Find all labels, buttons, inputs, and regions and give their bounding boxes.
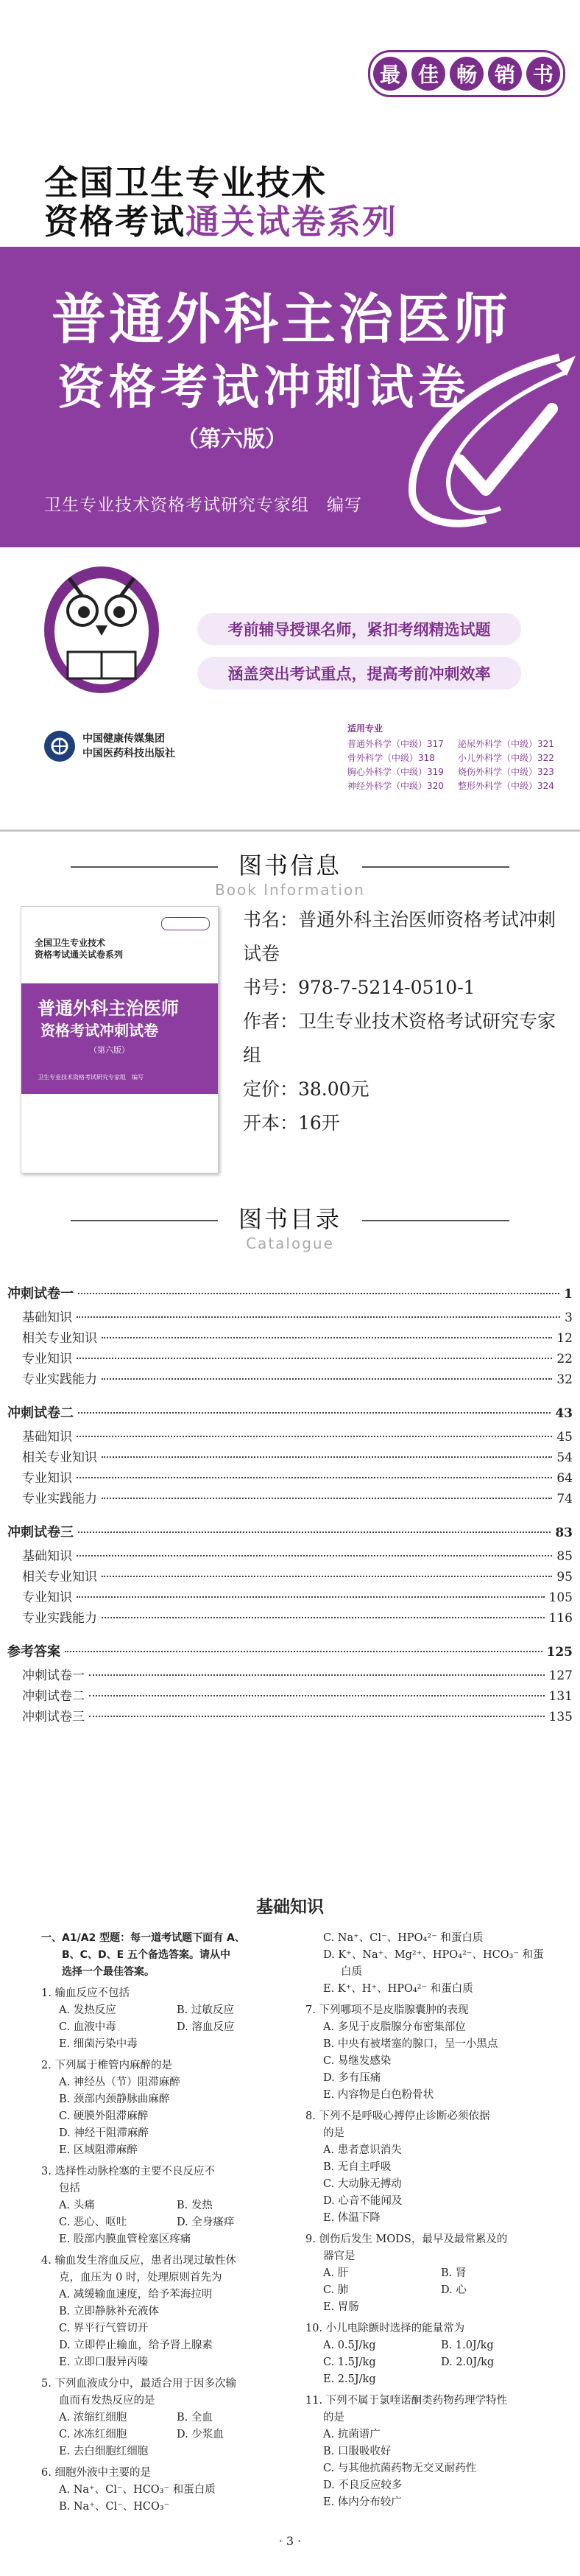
answer-options-row <box>305 2354 570 2371</box>
question-stem: 1. 输血反应不包括 <box>41 1987 130 1999</box>
answer-option: C. 血液中毒 <box>59 2021 116 2033</box>
toc-entry[interactable] <box>7 1447 573 1467</box>
toc-leader-dots <box>78 1531 551 1533</box>
answer-option: D. 心 <box>441 2284 467 2296</box>
instruction-text: 一、A1/A2 型题：每一道考试题下面有 A、 <box>41 1932 245 1944</box>
thumb-title-2: 资格考试冲刺试卷 <box>40 1022 158 1039</box>
toc-leader-dots <box>102 1576 552 1577</box>
toc-leader-dots <box>102 1378 552 1380</box>
instruction-text: 选择一个最佳答案。 <box>41 1966 155 1978</box>
toc-entry[interactable] <box>7 1587 573 1607</box>
author-line: 卫生专业技术资格考试研究专家组 编写 <box>44 496 362 515</box>
toc-page-number: 22 <box>556 1352 573 1366</box>
title-band <box>0 247 580 547</box>
answer-option: E. 体温下降 <box>323 2212 381 2224</box>
answer-option: D. 2.0J/kg <box>441 2356 495 2368</box>
answer-option: E. 股部内膜血管栓塞区疼痛 <box>59 2233 191 2245</box>
toc-entry[interactable] <box>7 1369 573 1389</box>
answer-option: A. 神经丛（节）阻滞麻醉 <box>59 2077 180 2088</box>
toc-leader-dots <box>78 1412 551 1414</box>
thumb-edition: （第六版） <box>89 1045 130 1055</box>
toc-label: 冲刺试卷一 <box>7 1286 74 1302</box>
question-stem: 6. 细胞外液中主要的是 <box>41 2467 151 2479</box>
toc-header <box>0 1201 580 1252</box>
answer-option: E. 立即口服异丙嗪 <box>59 2356 149 2368</box>
toc-page-number: 85 <box>556 1549 573 1564</box>
toc-page-number: 54 <box>556 1450 573 1465</box>
toc-page-number: 43 <box>555 1406 573 1421</box>
divider <box>0 829 580 832</box>
instruction-text: B、C、D、E 五个备选答案。请从中 <box>41 1949 231 1961</box>
major-item: 普通外科学（中级）317 <box>347 739 444 749</box>
answer-option: D. 心音不能闻及 <box>323 2195 403 2207</box>
toc-entry[interactable] <box>7 1327 573 1348</box>
question-stem-continued: 包括 <box>59 2183 80 2194</box>
toc-leader-dots <box>102 1498 552 1499</box>
major-item: 烧伤外科学（中级）323 <box>458 767 554 777</box>
toc-label: 专业实践能力 <box>22 1372 97 1387</box>
answer-option: 白质 <box>341 1966 362 1978</box>
question-stem: 7. 下列哪项不是皮脂腺囊肿的表现 <box>305 2004 469 2016</box>
toc-entry[interactable] <box>7 1607 573 1628</box>
cover-thumbnail <box>21 906 219 1173</box>
answer-option: E. 2.5J/kg <box>323 2373 376 2385</box>
answer-options-row <box>305 2337 570 2354</box>
toc-leader-dots <box>102 1337 552 1338</box>
answer-options-row <box>41 2410 306 2426</box>
major-item: 小儿外科学（中级）322 <box>458 753 554 763</box>
question-column-left <box>41 1930 306 2516</box>
answer-option: B. 无自主呼吸 <box>323 2161 392 2173</box>
answer-option: E. 内容物是白色粉骨状 <box>323 2089 434 2101</box>
answer-option: B. 立即静脉补充液体 <box>59 2306 159 2317</box>
answer-option: D. 全身瘙痒 <box>177 2217 235 2228</box>
book-info-list <box>243 903 567 1140</box>
answer-option: C. Na⁺、Cl⁻、HPO₄²⁻ 和蛋白质 <box>323 1932 484 1944</box>
toc-page-number: 95 <box>556 1570 573 1584</box>
info-format: 开本：16开 <box>243 1112 340 1134</box>
section-subtitle: Catalogue <box>246 1235 334 1252</box>
question-stem-continued: 器官是 <box>323 2250 356 2262</box>
toc-page-number: 105 <box>548 1590 573 1605</box>
question-stem: 10. 小儿电除颤时选择的能量常为 <box>305 2323 465 2334</box>
toc-part-entry[interactable] <box>7 1283 573 1307</box>
toc-spacer <box>7 1389 573 1403</box>
toc-leader-dots <box>65 1651 542 1652</box>
toc-leader-dots <box>89 1674 545 1676</box>
toc-entry[interactable] <box>7 1426 573 1447</box>
toc-label: 专业实践能力 <box>22 1492 97 1506</box>
major-item: 整形外科学（中级）324 <box>458 781 554 791</box>
answer-option: A. 浓缩红细胞 <box>59 2412 127 2424</box>
badge-char: 最 <box>373 57 407 91</box>
bestseller-badge <box>368 50 565 97</box>
toc-entry[interactable] <box>7 1348 573 1369</box>
toc-page-number: 32 <box>556 1372 573 1387</box>
toc-label: 基础知识 <box>22 1430 72 1445</box>
toc-page-number: 12 <box>556 1331 573 1346</box>
answer-option: C. 易继发感染 <box>323 2055 392 2067</box>
toc-label: 冲刺试卷三 <box>7 1525 74 1540</box>
owl-mascot-icon <box>35 549 168 703</box>
toc-leader-dots <box>77 1477 552 1478</box>
thumb-title-1: 普通外科主治医师 <box>38 997 179 1019</box>
toc-label: 相关专业知识 <box>22 1570 97 1584</box>
toc-page-number: 116 <box>548 1611 573 1626</box>
answer-option: B. 发热 <box>177 2200 213 2211</box>
table-of-contents <box>7 1283 573 1727</box>
answer-option: C. 恶心、呕吐 <box>59 2217 127 2228</box>
answer-options-row <box>305 2282 570 2299</box>
answer-option: E. 区域阻滞麻醉 <box>59 2144 138 2156</box>
applicable-majors <box>347 722 568 792</box>
toc-label: 相关专业知识 <box>22 1450 97 1465</box>
answer-option: C. 大动脉无搏动 <box>323 2178 402 2190</box>
toc-part-entry[interactable] <box>7 1641 573 1665</box>
toc-entry[interactable] <box>7 1665 573 1685</box>
answer-option: C. 硬膜外阻滞麻醉 <box>59 2110 149 2122</box>
question-stem: 5. 下列血液成分中，最适合用于因多次输 <box>41 2378 236 2390</box>
toc-page-number: 45 <box>556 1430 573 1445</box>
toc-entry[interactable] <box>7 1467 573 1488</box>
badge-char: 佳 <box>411 57 445 91</box>
badge-char: 畅 <box>450 57 484 91</box>
answer-option: B. 颈部内颈静脉曲麻醉 <box>59 2094 170 2105</box>
toc-page-number: 135 <box>548 1710 573 1724</box>
toc-label: 冲刺试卷一 <box>22 1668 85 1683</box>
book-info-header <box>0 847 580 899</box>
toc-leader-dots <box>89 1695 545 1696</box>
toc-part-entry[interactable] <box>7 1403 573 1426</box>
toc-leader-dots <box>78 1293 559 1294</box>
toc-label: 专业知识 <box>22 1590 72 1605</box>
toc-leader-dots <box>102 1456 552 1458</box>
slogan-2: 涵盖突出考试重点，提高考前冲刺效率 <box>197 657 521 689</box>
info-price: 定价：38.00元 <box>243 1078 369 1100</box>
answer-option: D. 多有压痛 <box>323 2072 381 2084</box>
question-stem: 11. 下列不属于氯喹诺酮类药物药理学特性 <box>305 2395 508 2407</box>
answer-options-row <box>41 2214 306 2231</box>
publisher-logo-icon <box>44 731 75 762</box>
toc-page-number: 127 <box>548 1668 573 1683</box>
toc-label: 专业实践能力 <box>22 1611 97 1626</box>
section-title: 图书信息 <box>238 852 342 880</box>
answer-options-row <box>41 2002 306 2019</box>
question-stem-continued: 的是 <box>323 2412 344 2424</box>
answer-option: A. Na⁺、Cl⁻、HCO₃⁻ 和蛋白质 <box>59 2484 216 2496</box>
info-title: 书名：普通外科主治医师资格考试冲刺试卷 <box>243 909 556 964</box>
thumb-series-1: 全国卫生专业技术 <box>35 938 106 948</box>
book-title-line1: 普通外科主治医师 <box>52 288 511 351</box>
book-title-line2: 资格考试冲刺试卷 <box>57 360 470 415</box>
answer-option: C. 肺 <box>323 2284 349 2296</box>
divider <box>362 1220 509 1221</box>
toc-page-number: 83 <box>555 1526 573 1540</box>
section-subtitle: Book Information <box>215 881 365 899</box>
answer-option: A. 发热反应 <box>59 2004 116 2016</box>
answer-option: B. 过敏反应 <box>177 2004 234 2016</box>
badge-char: 销 <box>488 57 522 91</box>
badge-char: 书 <box>526 57 560 91</box>
answer-option: A. 患者意识消失 <box>323 2144 402 2156</box>
answer-option: C. 界平行气管切开 <box>59 2323 149 2334</box>
toc-page-number: 64 <box>556 1471 573 1486</box>
answer-option: C. 冰冻红细胞 <box>59 2429 127 2440</box>
answer-option: D. K⁺、Na⁺、Mg²⁺、HPO₄²⁻、HCO₃⁻ 和蛋 <box>323 1949 544 1961</box>
series-title-line2 <box>44 195 397 244</box>
publisher-block <box>44 731 175 762</box>
question-stem: 2. 下列属于椎管内麻醉的是 <box>41 2060 172 2071</box>
major-item: 胸心外科学（中级）319 <box>347 767 444 777</box>
question-stem: 8. 下列不是呼吸心搏停止诊断必须依据 <box>305 2110 490 2122</box>
thumb-author: 卫生专业技术资格考试研究专家组 编写 <box>38 1074 144 1081</box>
toc-page-number: 131 <box>548 1689 573 1704</box>
toc-page-number: 74 <box>556 1492 573 1506</box>
slogan-1: 考前辅导授课名师，紧扣考纲精选试题 <box>197 613 521 645</box>
book-cover <box>0 0 580 829</box>
toc-spacer <box>7 1628 573 1641</box>
series-title-line1: 全国卫生专业技术 <box>44 163 327 203</box>
toc-label: 冲刺试卷二 <box>7 1405 74 1421</box>
toc-leader-dots <box>77 1596 545 1598</box>
toc-label: 相关专业知识 <box>22 1331 97 1346</box>
answer-option: D. 不良反应较多 <box>323 2480 403 2491</box>
toc-part-entry[interactable] <box>7 1522 573 1545</box>
answer-option: D. 溶血反应 <box>177 2021 235 2033</box>
toc-label: 专业知识 <box>22 1471 72 1486</box>
toc-entry[interactable] <box>7 1566 573 1587</box>
question-stem: 3. 选择性动脉栓塞的主要不良反应不 <box>41 2166 215 2177</box>
toc-page-number: 125 <box>546 1645 573 1660</box>
answer-option: B. 肾 <box>441 2267 467 2279</box>
answer-options-row <box>305 2265 570 2282</box>
answer-option: B. 1.0J/kg <box>441 2340 494 2351</box>
question-stem: 4. 输血发生溶血反应，患者出现过敏性休 <box>41 2255 236 2267</box>
toc-entry[interactable] <box>7 1706 573 1727</box>
answer-option: B. 中央有被堵塞的腺口，呈一小黑点 <box>323 2038 498 2050</box>
toc-leader-dots <box>77 1358 552 1359</box>
toc-entry[interactable] <box>7 1685 573 1706</box>
toc-label: 冲刺试卷二 <box>22 1689 85 1704</box>
question-column-right <box>305 1930 570 2511</box>
answer-options-row <box>41 2019 306 2036</box>
answer-option: D. 少浆血 <box>177 2429 224 2440</box>
answer-option: A. 抗菌谱广 <box>323 2429 381 2440</box>
answer-option: C. 与其他抗菌药物无交叉耐药性 <box>323 2463 477 2474</box>
answer-option: A. 0.5J/kg <box>323 2340 376 2351</box>
answer-option: C. 1.5J/kg <box>323 2356 376 2368</box>
toc-entry[interactable] <box>7 1307 573 1327</box>
toc-page-number: 3 <box>565 1310 573 1325</box>
divider <box>71 866 218 868</box>
toc-leader-dots <box>77 1555 552 1557</box>
divider <box>71 1220 218 1221</box>
toc-entry[interactable] <box>7 1545 573 1566</box>
toc-spacer <box>7 1509 573 1522</box>
toc-entry[interactable] <box>7 1488 573 1509</box>
major-item: 神经外科学（中级）320 <box>347 781 444 791</box>
thumb-band <box>21 983 218 1094</box>
answer-option: A. 减缓输血速度，给予苯海拉明 <box>59 2289 213 2300</box>
answer-option: D. 神经干阻滞麻醉 <box>59 2127 149 2139</box>
swoosh-check-icon <box>383 350 580 534</box>
major-item: 泌尿外科学（中级）321 <box>458 739 554 749</box>
edition-label: （第六版） <box>177 427 287 452</box>
major-item: 骨外科学（中级）318 <box>347 753 435 763</box>
toc-label: 基础知识 <box>22 1549 72 1564</box>
answer-option: E. K⁺、H⁺、HPO₄²⁻ 和蛋白质 <box>323 1983 473 1995</box>
answer-options-row <box>41 2197 306 2214</box>
publisher-name-2: 中国医药科技出版社 <box>82 748 175 759</box>
answer-option: D. 立即停止输血，给予肾上腺素 <box>59 2340 213 2351</box>
answer-option: E. 去白细胞红细胞 <box>59 2446 149 2457</box>
question-stem-continued: 的是 <box>323 2127 344 2139</box>
page-number: · 3 · <box>278 2534 302 2548</box>
sample-page-heading: 基础知识 <box>256 1897 324 1917</box>
answer-option: E. 体内分布较广 <box>323 2496 402 2508</box>
answer-option: A. 多见于皮脂腺分布密集部位 <box>323 2021 466 2033</box>
divider <box>362 866 509 868</box>
toc-label: 冲刺试卷三 <box>22 1710 85 1724</box>
toc-label: 参考答案 <box>7 1644 60 1660</box>
info-isbn: 书号：978-7-5214-0510-1 <box>243 977 475 998</box>
answer-option: B. 口服吸收好 <box>323 2446 392 2457</box>
info-author: 作者：卫生专业技术资格考试研究专家组 <box>243 1011 556 1066</box>
answer-option: E. 细菌污染中毒 <box>59 2038 138 2050</box>
toc-label: 基础知识 <box>22 1310 72 1325</box>
series-title-plain: 资格考试 <box>44 202 185 242</box>
series-title-highlight: 通关试卷系列 <box>185 202 397 242</box>
answer-option: A. 肝 <box>323 2267 349 2279</box>
applicable-majors-heading: 适用专业 <box>347 723 383 734</box>
toc-leader-dots <box>89 1716 545 1717</box>
toc-leader-dots <box>77 1316 560 1318</box>
toc-leader-dots <box>102 1617 545 1618</box>
thumb-badge <box>161 917 210 930</box>
answer-option: B. 全血 <box>177 2412 213 2424</box>
toc-page-number: 1 <box>564 1287 573 1302</box>
answer-option: B. Na⁺、Cl⁻、HCO₃⁻ <box>59 2501 170 2513</box>
toc-leader-dots <box>77 1436 552 1437</box>
question-stem-continued: 克，血压为 0 时，处理原则首先为 <box>59 2272 222 2284</box>
answer-option: A. 头痛 <box>59 2200 95 2211</box>
answer-options-row <box>41 2426 306 2443</box>
answer-option: E. 胃肠 <box>323 2301 359 2313</box>
thumb-series-2: 资格考试通关试卷系列 <box>35 950 124 960</box>
question-stem-continued: 血而有发热反应的是 <box>59 2395 155 2407</box>
question-stem: 9. 创伤后发生 MODS，最早及最常累及的 <box>305 2233 508 2245</box>
section-title: 图书目录 <box>238 1205 342 1233</box>
majors-grid <box>347 737 568 792</box>
toc-label: 专业知识 <box>22 1352 72 1366</box>
publisher-name-1: 中国健康传媒集团 <box>82 733 165 745</box>
